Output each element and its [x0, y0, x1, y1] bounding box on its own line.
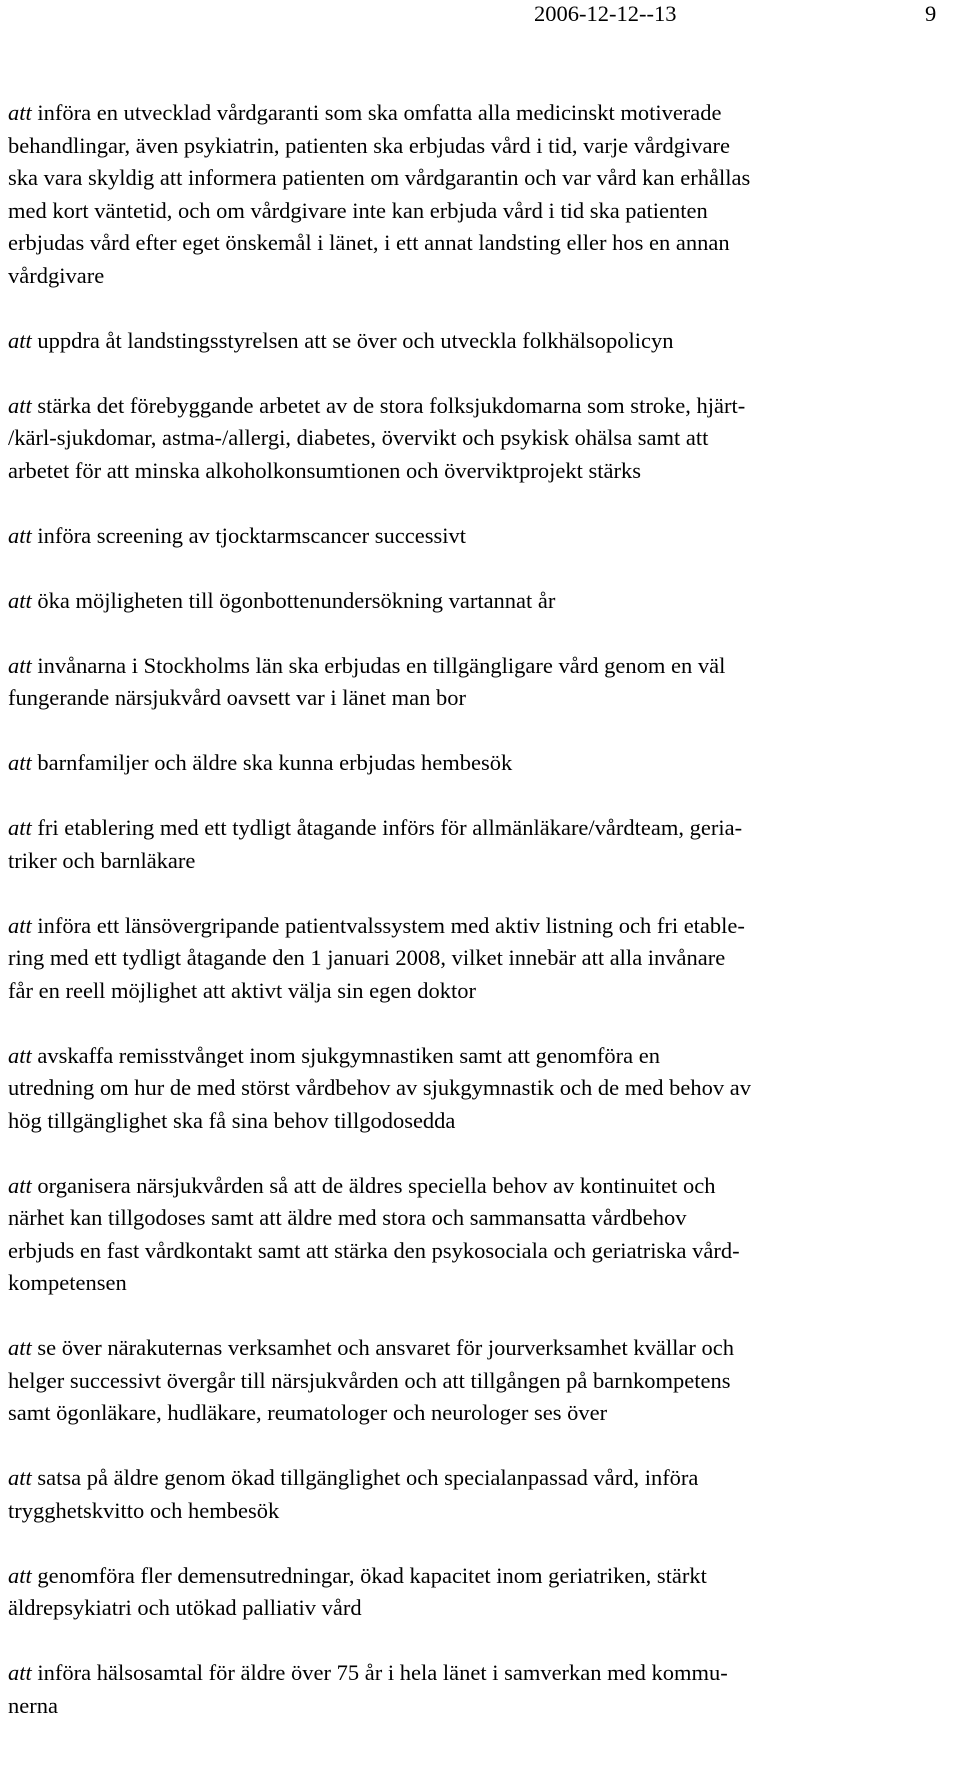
clause-text: införa ett länsövergripande patientvalssystem med aktiv listning och fri etable-: [31, 912, 745, 938]
text-line: erbjudas vård efter eget önskemål i länet, i ett annat landsting eller hos en annan: [8, 230, 730, 255]
att-clause: [8, 650, 953, 715]
text-line: [8, 97, 953, 130]
text-line: [8, 390, 953, 423]
clause-text: stärka det förebyggande arbetet av de stora folksjukdomarna som stroke, hjärt-: [31, 392, 746, 418]
clause-text: avskaffa remisstvånget inom sjukgymnastiken samt att genomföra en: [31, 1042, 660, 1068]
text-line: äldrepsykiatri och utökad palliativ vård: [8, 1595, 362, 1620]
att-keyword: att: [8, 912, 32, 938]
text-line: vårdgivare: [8, 262, 105, 288]
text-line: [8, 650, 953, 683]
clause-text: införa hälsosamtal för äldre över 75 år i hela länet i samverkan med kommu-: [31, 1660, 728, 1685]
text-line: samt ögonläkare, hudläkare, reumatologer och neurologer ses över: [8, 1400, 608, 1425]
att-clause: [8, 910, 953, 1008]
clause-text: invånarna i Stockholms län ska erbjudas en tillgängligare vård genom en väl: [31, 652, 726, 678]
text-line: erbjuds en fast vårdkontakt samt att stärka den psykosociala och geriatriska vård-: [8, 1237, 740, 1263]
att-clause: [8, 1462, 953, 1527]
text-line: med kort väntetid, och om vårdgivare inte kan erbjuda vård i tid ska patienten: [8, 197, 708, 223]
text-line: hög tillgänglighet ska få sina behov tillgodosedda: [8, 1107, 456, 1133]
text-line: [8, 520, 953, 553]
text-line: ska vara skyldig att informera patienten om vårdgarantin och var vård kan erhållas: [8, 165, 751, 190]
att-clause: [8, 1040, 953, 1138]
text-line: närhet kan tillgodoses samt att äldre med stora och sammansatta vårdbehov: [8, 1205, 687, 1230]
clause-text: införa screening av tjocktarmscancer successivt: [31, 522, 466, 548]
text-line: får en reell möjlighet att aktivt välja sin egen doktor: [8, 977, 476, 1003]
text-line: [8, 1040, 953, 1073]
text-line: fungerande närsjukvård oavsett var i länet man bor: [8, 685, 466, 710]
att-clause: [8, 390, 953, 488]
clause-text: införa en utvecklad vårdgaranti som ska omfatta alla medicinskt motiverade: [31, 100, 722, 125]
att-keyword: att: [8, 1172, 32, 1198]
text-line: helger successivt övergår till närsjukvården och att tillgången på barnkompetens: [8, 1367, 731, 1393]
text-line: [8, 1560, 953, 1593]
att-keyword: att: [8, 100, 32, 125]
text-line: ring med ett tydligt åtagande den 1 januari 2008, vilket innebär att alla invånare: [8, 945, 726, 970]
att-keyword: att: [8, 652, 32, 678]
att-clause: [8, 97, 953, 292]
text-line: triker och barnläkare: [8, 847, 196, 873]
att-keyword: att: [8, 815, 32, 840]
text-line: arbetet för att minska alkoholkonsumtionen och överviktprojekt stärks: [8, 457, 641, 483]
att-keyword: att: [8, 1042, 32, 1068]
att-keyword: att: [8, 522, 32, 548]
att-keyword: att: [8, 327, 32, 353]
att-keyword: att: [8, 1335, 32, 1360]
text-line: kompetensen: [8, 1270, 127, 1295]
page-header: [0, 0, 960, 30]
clause-text: satsa på äldre genom ökad tillgänglighet och specialanpassad vård, införa: [31, 1465, 699, 1490]
att-clause: [8, 1170, 953, 1300]
clause-text: se över närakuternas verksamhet och ansvaret för jourverksamhet kvällar och: [31, 1335, 734, 1360]
text-line: /kärl-sjukdomar, astma-/allergi, diabetes, övervikt och psykisk ohälsa samt att: [8, 425, 709, 450]
att-clause: [8, 325, 953, 358]
text-line: [8, 812, 953, 845]
att-keyword: att: [8, 1660, 32, 1685]
att-keyword: att: [8, 750, 32, 775]
clause-text: uppdra åt landstingsstyrelsen att se över och utveckla folkhälsopolicyn: [31, 327, 674, 353]
text-line: [8, 1170, 953, 1203]
text-line: [8, 1657, 953, 1690]
text-line: behandlingar, även psykiatrin, patienten ska erbjudas vård i tid, varje vårdgivare: [8, 132, 730, 158]
text-line: trygghetskvitto och hembesök: [8, 1497, 280, 1523]
att-keyword: att: [8, 1465, 32, 1490]
clause-text: öka möjligheten till ögonbottenundersökning vartannat år: [31, 587, 556, 613]
text-line: [8, 747, 953, 780]
header-date: 2006-12-12--13: [534, 1, 677, 26]
att-keyword: att: [8, 392, 32, 418]
text-line: [8, 585, 953, 618]
document-body: [8, 97, 953, 1755]
att-keyword: att: [8, 587, 32, 613]
clause-text: genomföra fler demensutredningar, ökad kapacitet inom geriatriken, stärkt: [31, 1562, 707, 1588]
att-clause: [8, 747, 953, 780]
att-keyword: att: [8, 1562, 32, 1588]
clause-text: organisera närsjukvården så att de äldres speciella behov av kontinuitet och: [31, 1172, 716, 1198]
text-line: [8, 325, 953, 358]
clause-text: fri etablering med ett tydligt åtagande införs för allmänläkare/vårdteam, geria-: [31, 815, 743, 840]
att-clause: [8, 520, 953, 553]
att-clause: [8, 585, 953, 618]
att-clause: [8, 1657, 953, 1722]
text-line: [8, 1462, 953, 1495]
att-clause: [8, 1560, 953, 1625]
text-line: utredning om hur de med störst vårdbehov av sjukgymnastik och de med behov av: [8, 1075, 751, 1100]
text-line: [8, 910, 953, 943]
clause-text: barnfamiljer och äldre ska kunna erbjudas hembesök: [31, 750, 513, 775]
page-number: 9: [925, 1, 937, 26]
att-clause: [8, 812, 953, 877]
text-line: [8, 1332, 953, 1365]
text-line: nerna: [8, 1692, 58, 1718]
att-clause: [8, 1332, 953, 1430]
